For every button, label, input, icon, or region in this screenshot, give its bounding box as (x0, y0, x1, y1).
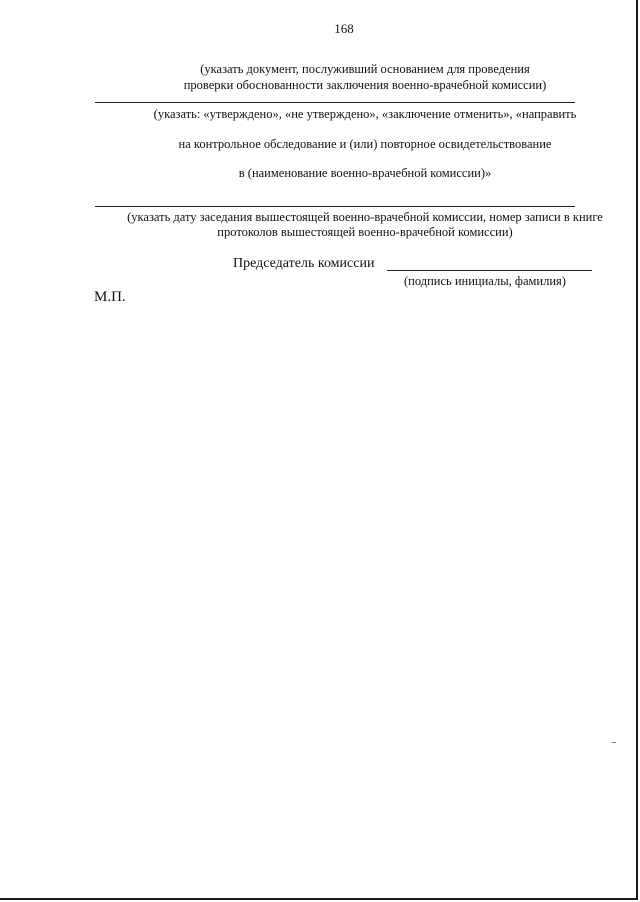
scan-artifact-mark (612, 742, 616, 743)
basis-document-caption-line2: проверки обоснованности заключения военно-врачебной комиссии) (183, 78, 547, 92)
signature-line (387, 270, 592, 271)
meeting-date-caption-line1: (указать дату заседания вышестоящей военно-врачебной комиссии, номер записи в книге (127, 210, 603, 224)
meeting-date-fill-line (95, 206, 575, 207)
decision-caption-line1: (указать: «утверждено», «не утверждено», «заключение отменить», «направить (153, 107, 577, 121)
decision-fill-line (95, 102, 575, 103)
signature-caption: (подпись инициалы, фамилия) (404, 274, 566, 288)
chairman-label: Председатель комиссии (233, 256, 375, 271)
page-number: 168 (334, 21, 354, 36)
basis-document-caption-line1: (указать документ, послуживший основанием для проведения (200, 62, 530, 76)
decision-caption-line2: на контрольное обследование и (или) повторное освидетельствование (178, 137, 552, 151)
stamp-place-label: М.П. (94, 289, 126, 305)
decision-caption-line3: в (наименование военно-врачебной комиссии)» (238, 166, 492, 180)
meeting-date-caption-line2: протоколов вышестоящей военно-врачебной комиссии) (217, 225, 513, 239)
